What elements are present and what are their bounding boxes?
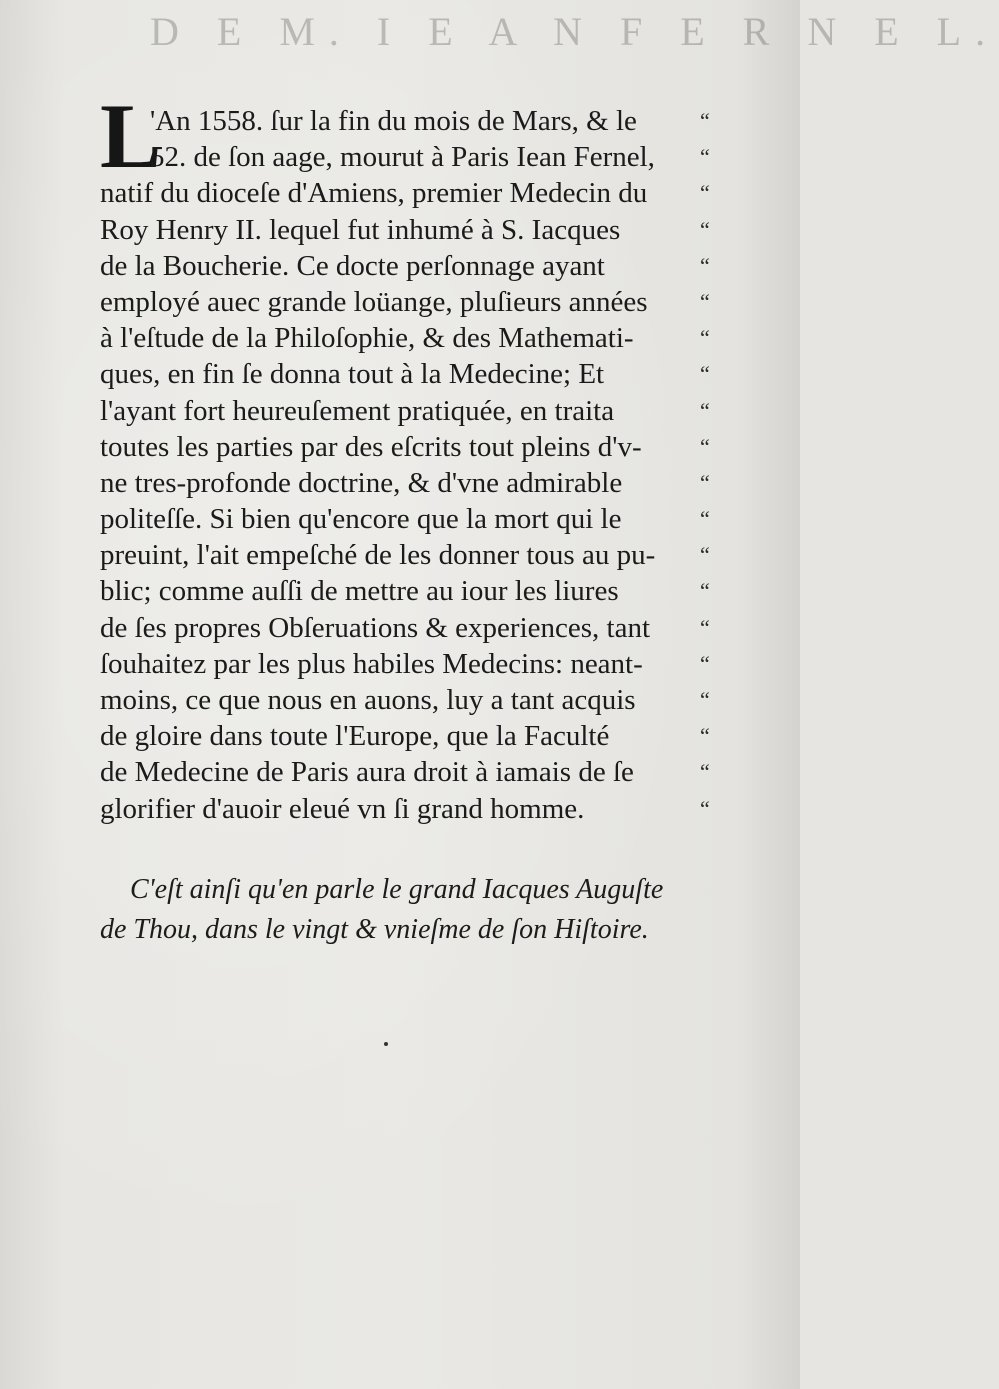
text-line: employé auec grande loüange, pluſieurs années bbox=[100, 285, 648, 318]
text-line: ſouhaitez par les plus habiles Medecins: neant- bbox=[100, 647, 643, 680]
attribution-line: C'eſt ainſi qu'en parle le grand Iacques Auguſte bbox=[130, 874, 664, 905]
text-line: politeſſe. Si bien qu'encore que la mort qui le bbox=[100, 503, 622, 536]
quote-mark: “ bbox=[700, 759, 710, 785]
text-line: de la Boucherie. Ce docte perſonnage ayant bbox=[100, 249, 605, 282]
running-head-bleed: D E M. I E A N F E R N E L. bbox=[150, 9, 999, 54]
quote-mark: “ bbox=[700, 288, 710, 314]
drop-cap: L bbox=[100, 85, 162, 187]
ink-speck bbox=[384, 1042, 388, 1046]
quote-mark: “ bbox=[700, 325, 710, 351]
quote-mark: “ bbox=[700, 180, 710, 206]
quote-mark: “ bbox=[700, 144, 710, 170]
text-line: l'ayant fort heureuſement pratiquée, en traita bbox=[100, 394, 615, 427]
quote-mark: “ bbox=[700, 650, 710, 676]
text-line: de gloire dans toute l'Europe, que la Faculté bbox=[100, 720, 610, 753]
text-line: ne tres-profonde doctrine, & d'vne admirable bbox=[100, 466, 623, 499]
main-paragraph bbox=[100, 103, 670, 827]
text-line: blic; comme auſſi de mettre au iour les liures bbox=[100, 575, 619, 608]
quote-mark: “ bbox=[700, 795, 710, 821]
text-line: de Medecine de Paris aura droit à iamais de ſe bbox=[100, 756, 634, 789]
marginal-quote-marks bbox=[700, 103, 730, 827]
quote-mark: “ bbox=[700, 506, 710, 532]
text-line: 'An 1558. ſur la fin du mois de Mars, & le bbox=[150, 105, 637, 137]
quote-mark: “ bbox=[700, 687, 710, 712]
text-line: glorifier d'auoir eleué vn ſi grand homme. bbox=[100, 792, 585, 825]
quote-mark: “ bbox=[700, 361, 710, 387]
attribution-line: de Thou, dans le vingt & vnieſme de ſon Hiſtoire. bbox=[100, 914, 649, 945]
quote-mark: “ bbox=[700, 614, 710, 640]
quote-mark: “ bbox=[700, 578, 710, 604]
quote-mark: “ bbox=[700, 252, 710, 278]
text-line: toutes les parties par des eſcrits tout pleins d'v- bbox=[100, 430, 642, 463]
text-line: 52. de ſon aage, mourut à Paris Iean Fernel, bbox=[150, 141, 655, 174]
quote-mark: “ bbox=[700, 723, 710, 749]
quote-mark: “ bbox=[700, 433, 710, 459]
quote-mark: “ bbox=[700, 542, 710, 568]
text-line: natif du dioceſe d'Amiens, premier Medecin du bbox=[100, 177, 648, 210]
text-line: de ſes propres Obſeruations & experiences, tant bbox=[100, 611, 651, 644]
quote-mark: “ bbox=[700, 216, 710, 242]
quote-mark: “ bbox=[700, 397, 710, 423]
quote-mark: “ bbox=[700, 469, 710, 495]
text-line: Roy Henry II. lequel fut inhumé à S. Iacques bbox=[100, 213, 621, 246]
text-line: ques, en fin ſe donna tout à la Medecine; Et bbox=[100, 358, 605, 391]
attribution bbox=[100, 870, 740, 950]
text-line: preuint, l'ait empeſché de les donner tous au pu- bbox=[100, 539, 656, 572]
quote-mark: “ bbox=[700, 108, 710, 133]
text-line: à l'eſtude de la Philoſophie, & des Mathemati- bbox=[100, 322, 634, 355]
text-line: moins, ce que nous en auons, luy a tant acquis bbox=[100, 684, 636, 716]
